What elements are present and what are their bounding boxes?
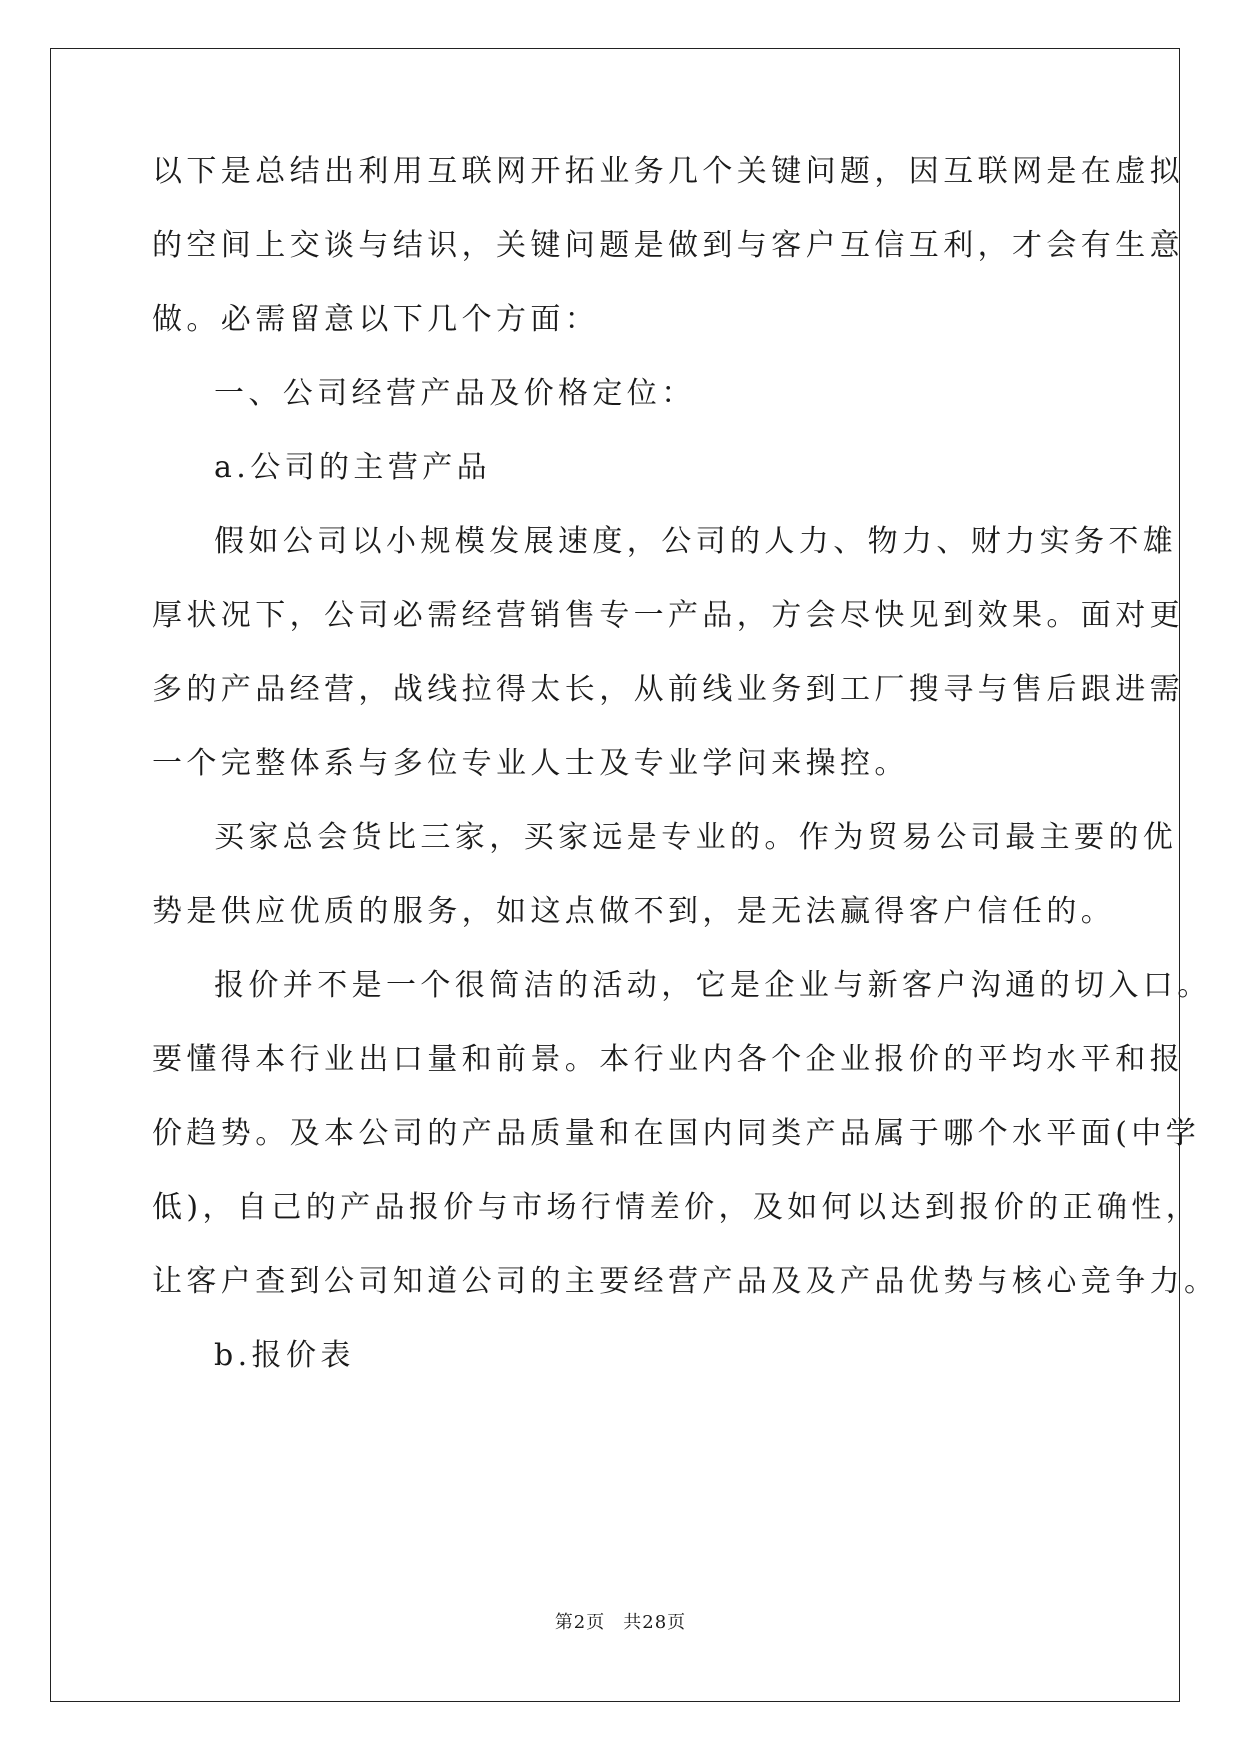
text-line-1: 以下是总结出利用互联网开拓业务几个关键问题，因互联网是在虚拟 xyxy=(152,154,1184,189)
text-line-11: 势是供应优质的服务，如这点做不到，是无法赢得客户信任的。 xyxy=(152,894,1116,929)
section-heading-1: 一、公司经营产品及价格定位： xyxy=(214,376,696,411)
text-line-10: 买家总会货比三家，买家远是专业的。作为贸易公司最主要的优 xyxy=(214,820,1178,855)
page-number-current: 第2页 xyxy=(554,1612,606,1633)
text-line-14: 价趋势。及本公司的产品质量和在国内同类产品属于哪个水平面(中学 xyxy=(152,1116,1201,1151)
text-line-15: 低)，自己的产品报价与市场行情差价，及如何以达到报价的正确性， xyxy=(152,1190,1201,1225)
text-line-12: 报价并不是一个很简洁的活动，它是企业与新客户沟通的切入口。 xyxy=(214,968,1212,1003)
page-border xyxy=(50,48,1180,1702)
page-number-total: 共28页 xyxy=(623,1612,687,1633)
text-line-7: 厚状况下，公司必需经营销售专一产品，方会尽快见到效果。面对更 xyxy=(152,598,1184,633)
text-line-2: 的空间上交谈与结识，关键问题是做到与客户互信互利，才会有生意 xyxy=(152,228,1184,263)
text-line-13: 要懂得本行业出口量和前景。本行业内各个企业报价的平均水平和报 xyxy=(152,1042,1184,1077)
text-line-16: 让客户查到公司知道公司的主要经营产品及及产品优势与核心竞争力。 xyxy=(152,1264,1219,1299)
text-line-9: 一个完整体系与多位专业人士及专业学问来操控。 xyxy=(152,746,909,781)
text-line-8: 多的产品经营，战线拉得太长，从前线业务到工厂搜寻与售后跟进需 xyxy=(152,672,1184,707)
subheading-a: a.公司的主营产品 xyxy=(214,450,492,485)
page-footer xyxy=(0,1608,1241,1634)
text-line-3: 做。必需留意以下几个方面： xyxy=(152,302,600,337)
subheading-b: b.报价表 xyxy=(214,1338,355,1373)
text-line-6: 假如公司以小规模发展速度，公司的人力、物力、财力实务不雄 xyxy=(214,524,1178,559)
